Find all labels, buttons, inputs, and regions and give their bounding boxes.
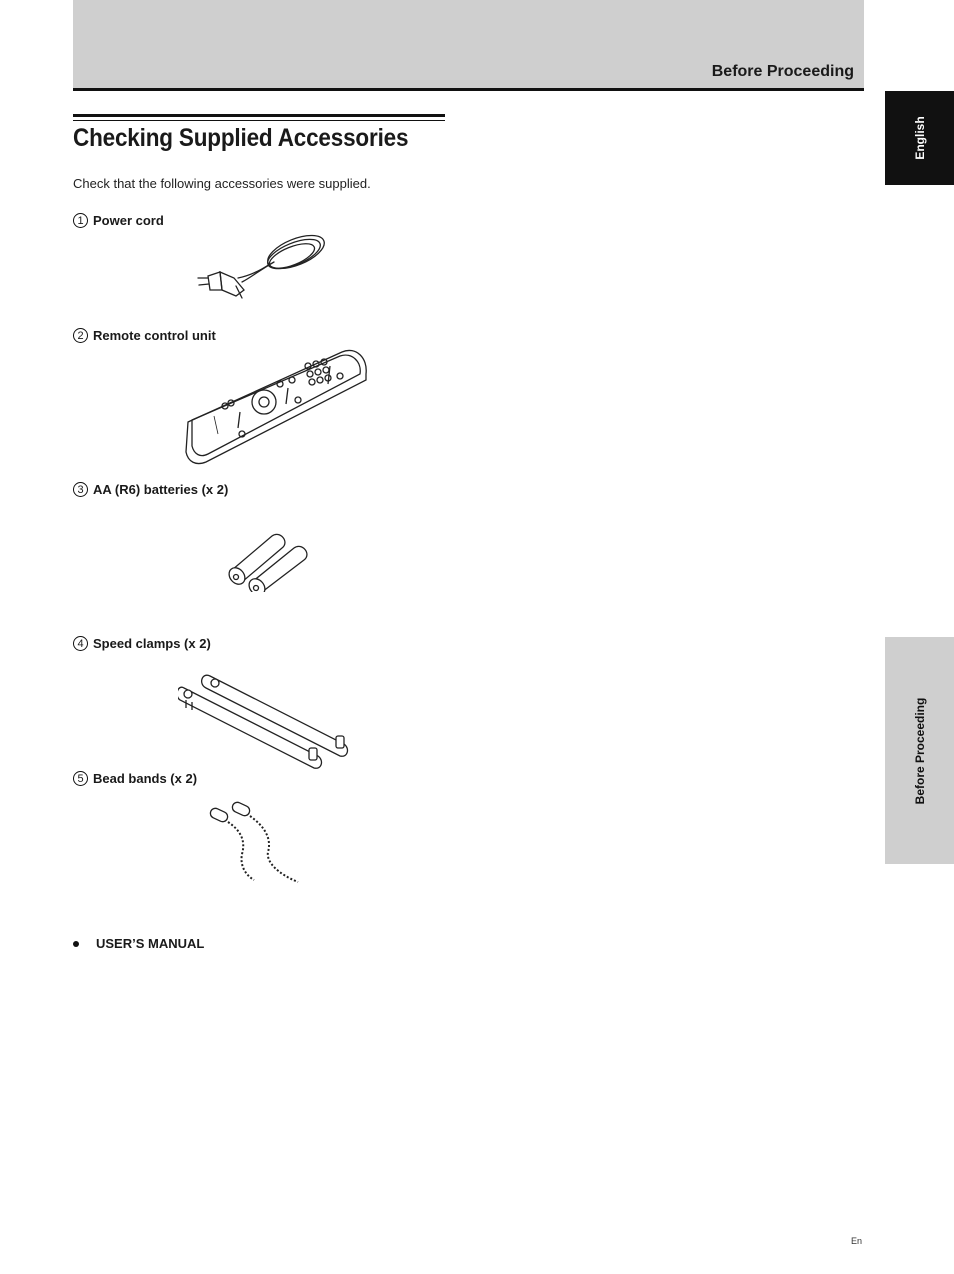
- item-label: Remote control unit: [93, 328, 216, 343]
- language-tab-label: English: [912, 116, 927, 160]
- accessory-item-bead-bands: [73, 771, 197, 786]
- accessory-item-speed-clamps: [73, 636, 211, 651]
- accessory-item-batteries: [73, 482, 228, 497]
- remote-control-icon: [180, 344, 374, 468]
- page-language-code: En: [851, 1236, 863, 1246]
- users-manual-label: USER’S MANUAL: [96, 936, 205, 951]
- chapter-tab-label: Before Proceeding: [912, 697, 927, 804]
- page-title: Checking Supplied Accessories: [73, 124, 409, 152]
- bead-bands-icon: [206, 800, 306, 890]
- title-rule: [73, 114, 445, 117]
- language-tab[interactable]: [885, 91, 954, 185]
- item-number: 5: [73, 771, 88, 786]
- power-cord-icon: [190, 232, 330, 304]
- item-number: 3: [73, 482, 88, 497]
- section-title: Before Proceeding: [711, 63, 854, 80]
- item-label: Bead bands (x 2): [93, 771, 198, 786]
- users-manual-item: [73, 936, 204, 951]
- speed-clamps-icon: [178, 670, 354, 778]
- intro-text: Check that the following accessories were supplied.: [73, 176, 371, 191]
- item-label: AA (R6) batteries (x 2): [93, 482, 229, 497]
- header-rule: [73, 88, 864, 91]
- accessory-item-power-cord: [73, 213, 164, 228]
- item-number: 4: [73, 636, 88, 651]
- item-label: Speed clamps (x 2): [93, 636, 211, 651]
- item-number: 2: [73, 328, 88, 343]
- bullet-icon: [73, 941, 79, 947]
- item-number: 1: [73, 213, 88, 228]
- chapter-tab[interactable]: [885, 637, 954, 864]
- accessory-item-remote-control: [73, 328, 216, 343]
- batteries-icon: [222, 526, 314, 592]
- item-label: Power cord: [93, 213, 164, 228]
- title-rule-thin: [73, 120, 445, 121]
